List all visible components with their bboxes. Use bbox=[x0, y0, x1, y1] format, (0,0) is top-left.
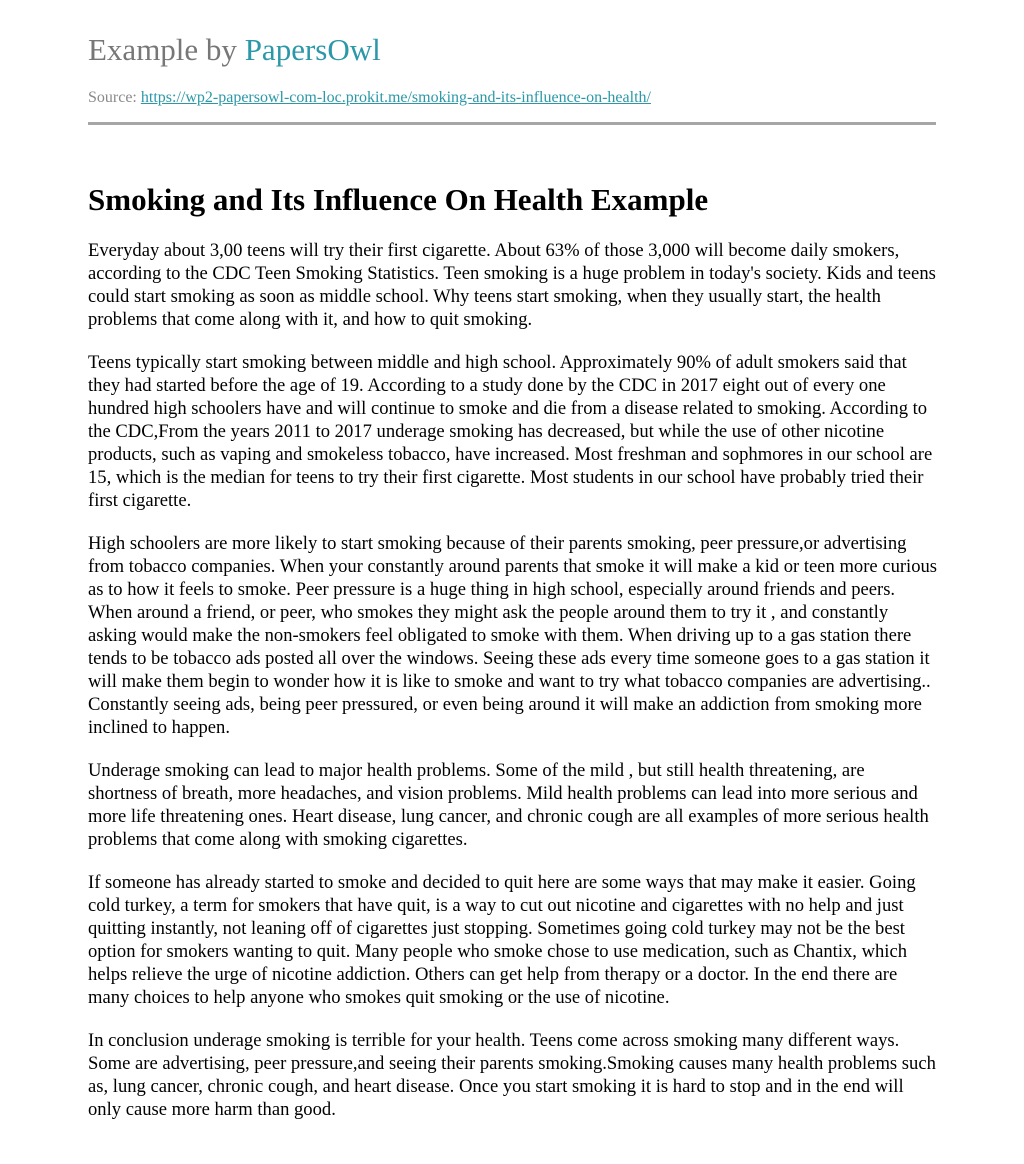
paragraph-5: If someone has already started to smoke and decided to quit here are some ways that may make it easier. Going cold turkey, a term for smokers that have quit, is a way to cut out nicotine and cigarettes with no help and just quitting instantly, not leaning off of cigarettes just stopping. Sometimes going cold turkey may not be the best option for smokers wanting to quit. Many people who smoke chose to use medication, such as Chantix, which helps relieve the urge of nicotine addiction. Others can get help from therapy or a doctor. In the end there are many choices to help anyone who smokes quit smoking or the use of nicotine. bbox=[88, 872, 916, 1008]
paragraph-4: Underage smoking can lead to major health problems. Some of the mild , but still health threatening, are shortness of breath, more headaches, and vision problems. Mild health problems can lead into more serious and more life threatening ones. Heart disease, lung cancer, and chronic cough are all examples of more serious health problems that come along with smoking cigarettes. bbox=[88, 760, 929, 850]
paragraph-1: Everyday about 3,00 teens will try their first cigarette. About 63% of those 3,000 will become daily smokers, according to the CDC Teen Smoking Statistics. Teen smoking is a huge problem in today's society. Kids and teens could start smoking as soon as middle school. Why teens start smoking, when they usually start, the health problems that come along with it, and how to quit smoking. bbox=[88, 240, 936, 330]
header-divider bbox=[88, 122, 936, 125]
source-link[interactable]: https://wp2-papersowl-com-loc.prokit.me/smoking-and-its-influence-on-health/ bbox=[140, 89, 651, 106]
brand-name-link[interactable]: PapersOwl bbox=[244, 32, 381, 67]
page-title: Smoking and Its Influence On Health Example bbox=[88, 182, 709, 217]
source-label: Source: bbox=[88, 89, 141, 106]
source-line bbox=[88, 88, 651, 108]
paragraph-2: Teens typically start smoking between middle and high school. Approximately 90% of adult smokers said that they had started before the age of 19. According to a study done by the CDC in 2017 eight out of every one hundred high schoolers have and will continue to smoke and die from a disease related to smoking. According to the CDC,From the years 2011 to 2017 underage smoking has decreased, but while the use of other nicotine products, such as vaping and smokeless tobacco, have increased. Most freshman and sophmores in our school are 15, which is the median for teens to try their first cigarette. Most students in our school have probably tried their first cigarette. bbox=[88, 352, 933, 511]
paragraph-3: High schoolers are more likely to start smoking because of their parents smoking, peer pressure,or advertising from tobacco companies. When your constantly around parents that smoke it will make a kid or teen more curious as to how it feels to smoke. Peer pressure is a huge thing in high school, especially around friends and peers. When around a friend, or peer, who smokes they might ask the people around them to try it , and constantly asking would make the non-smokers feel obligated to smoke with them. When driving up to a gas station there tends to be tobacco ads posted all over the windows. Seeing these ads every time someone goes to a gas station it will make them begin to wonder how it is like to smoke and want to try what tobacco companies are advertising.. Constantly seeing ads, being peer pressured, or even being around it will make an addiction from smoking more inclined to happen. bbox=[88, 533, 938, 738]
paragraph-6: In conclusion underage smoking is terrible for your health. Teens come across smoking many different ways. Some are advertising, peer pressure,and seeing their parents smoking.Smoking causes many health problems such as, lung cancer, chronic cough, and heart disease. Once you start smoking it is hard to stop and in the end will only cause more harm than good. bbox=[88, 1030, 936, 1120]
essay-body bbox=[88, 239, 938, 1141]
brand-prefix: Example by bbox=[88, 32, 245, 67]
site-brand bbox=[88, 32, 381, 68]
